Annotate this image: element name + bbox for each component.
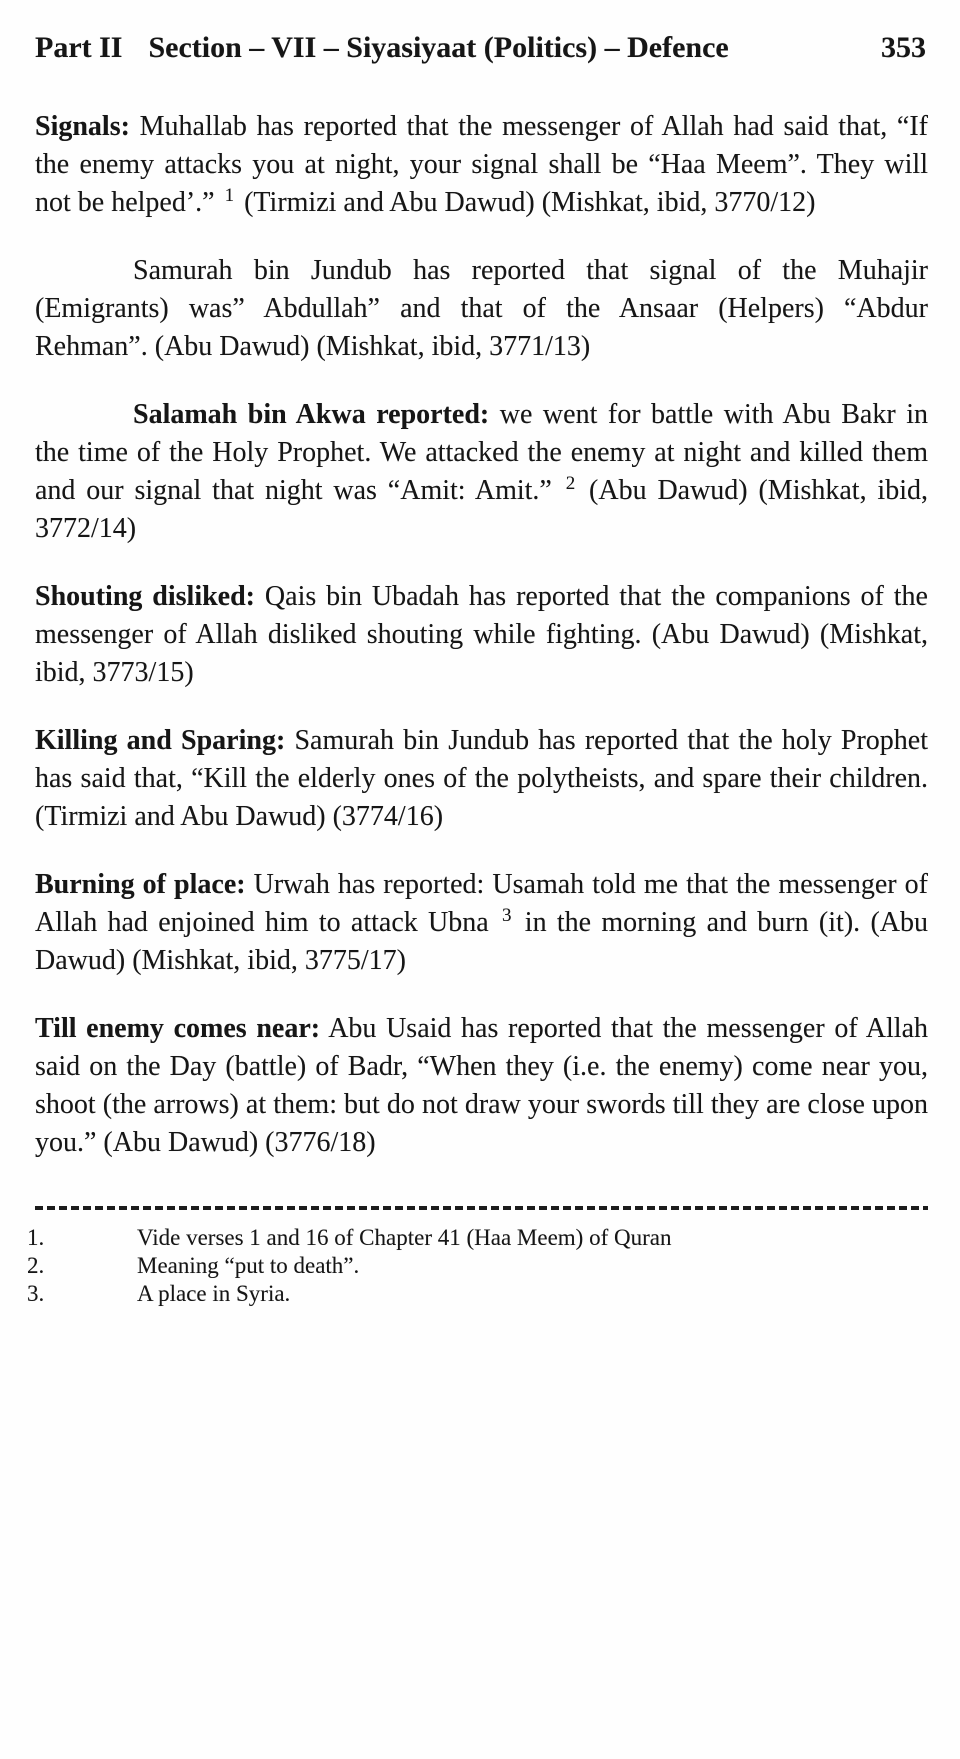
footnote-separator	[35, 1206, 928, 1210]
paragraph-burning	[35, 866, 928, 980]
footnote-item-1	[27, 1224, 928, 1252]
paragraph-salamah-lead: Salamah bin Akwa reported:	[133, 399, 490, 430]
footnote-item-3	[27, 1280, 928, 1308]
footnote-ref-3: 3	[502, 904, 512, 926]
footnote-text: A place in Syria.	[137, 1281, 291, 1306]
paragraph-till-enemy-text: Abu Usaid has reported that the messenger of Allah said on the Day (battle) of Badr, “When they (i.e. the enemy) come near you, shoot (the arrows) at them: but do not draw your swords till they are close upon you.” (Abu Dawud) (3776/18)	[35, 1013, 928, 1158]
paragraph-signals-text: Muhallab has reported that the messenger of Allah had said that, “If the enemy attacks you at night, your signal shall be “Haa Meem”. They will not be helped’.”	[35, 111, 928, 218]
paragraph-burning-lead: Burning of place:	[35, 869, 246, 900]
footnote-item-2	[27, 1252, 928, 1280]
footnote-number: 1.	[27, 1225, 45, 1250]
footnote-number: 2.	[27, 1253, 45, 1278]
paragraph-till-enemy	[35, 1010, 928, 1162]
paragraph-signals-text-2: (Tirmizi and Abu Dawud) (Mishkat, ibid, 3770/12)	[237, 187, 816, 218]
footnote-number: 3.	[27, 1281, 45, 1306]
paragraph-killing-text: Samurah bin Jundub has reported that the holy Prophet has said that, “Kill the elderly ones of the polytheists, and spare their children. (Tirmizi and Abu Dawud) (3774/16)	[35, 725, 928, 832]
paragraph-burning-text: Urwah has reported: Usamah told me that the messenger of Allah had enjoined him to attack Ubna	[35, 869, 928, 938]
paragraph-shouting-lead: Shouting disliked:	[35, 581, 256, 612]
paragraph-signals-lead: Signals:	[35, 111, 130, 142]
paragraph-samurah	[35, 252, 928, 366]
paragraph-burning-text-2: in the morning and burn (it). (Abu Dawud) (Mishkat, ibid, 3775/17)	[35, 907, 928, 976]
paragraph-salamah-text: we went for battle with Abu Bakr in the time of the Holy Prophet. We attacked the enemy at night and killed them and our signal that night was “Amit: Amit.”	[35, 399, 928, 506]
paragraph-shouting	[35, 578, 928, 692]
paragraph-till-enemy-lead: Till enemy comes near:	[35, 1013, 321, 1044]
footnote-text: Vide verses 1 and 16 of Chapter 41 (Haa Meem) of Quran	[137, 1225, 672, 1250]
page-header	[35, 30, 928, 66]
header-part-label: Part II	[35, 31, 123, 64]
paragraph-shouting-text: Qais bin Ubadah has reported that the companions of the messenger of Allah disliked shouting while fighting. (Abu Dawud) (Mishkat, ibid, 3773/15)	[35, 581, 928, 688]
footnote-ref-1: 1	[224, 184, 235, 206]
page-number: 353	[881, 31, 926, 64]
footnotes-block	[27, 1224, 928, 1308]
paragraph-salamah	[35, 396, 928, 548]
header-section-title: Section – VII – Siyasiyaat (Politics) – Defence	[148, 31, 729, 64]
paragraph-killing	[35, 722, 928, 836]
paragraph-killing-lead: Killing and Sparing:	[35, 725, 286, 756]
footnote-ref-2: 2	[565, 472, 576, 494]
footnote-text: Meaning “put to death”.	[137, 1253, 360, 1278]
page-body	[27, 108, 928, 1308]
paragraph-signals	[35, 108, 928, 222]
paragraph-salamah-text-2: (Abu Dawud) (Mishkat, ibid, 3772/14)	[35, 475, 928, 544]
paragraph-samurah-text: Samurah bin Jundub has reported that signal of the Muhajir (Emigrants) was” Abdullah” and that of the Ansaar (Helpers) “Abdur Rehman”. (Abu Dawud) (Mishkat, ibid, 3771/13)	[35, 255, 928, 362]
